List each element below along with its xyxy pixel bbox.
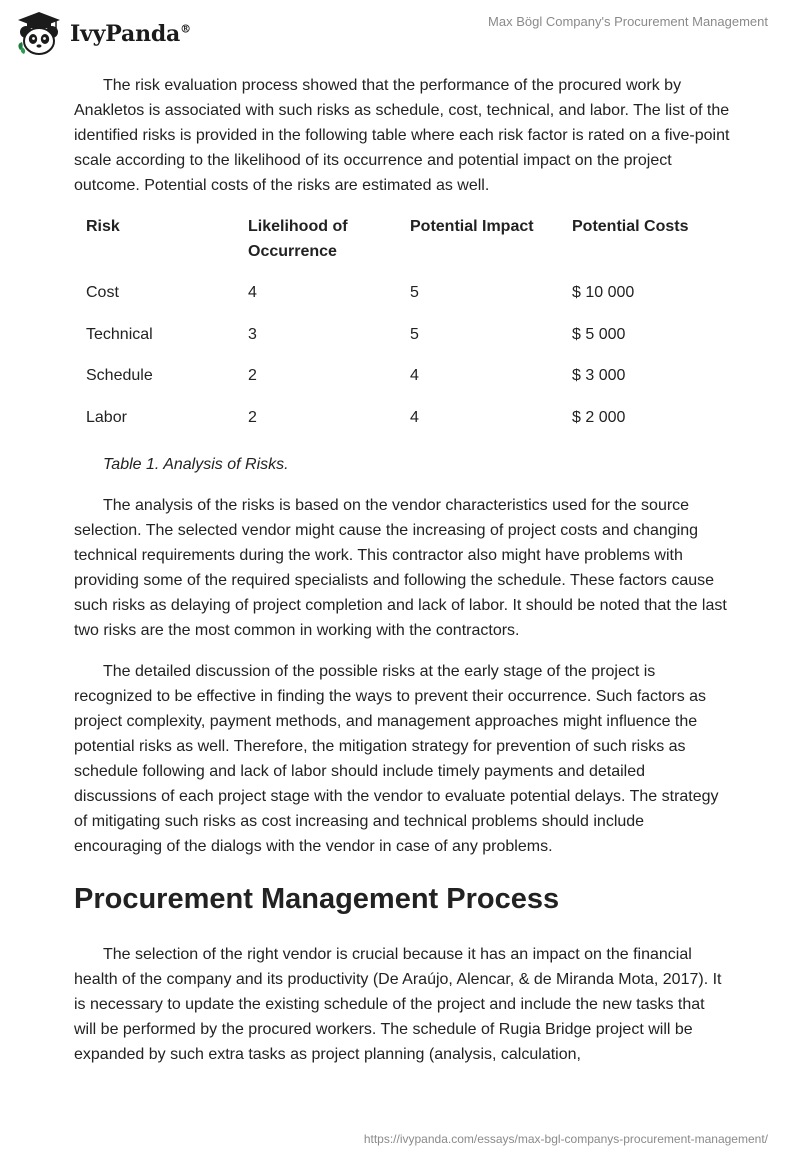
- document-title: Max Bögl Company's Procurement Management: [488, 14, 768, 29]
- paragraph-2: The analysis of the risks is based on the vendor characteristics used for the source selection. The selected vendor might cause the increasing of project costs and changing technical requirements during the work. This contractor also might have problems with providing some of the required specialists and following the schedule. These factors cause such risks as delaying of project completion and lack of labor. It should be noted that the last two risks are the most common in working with the contractors.: [74, 497, 727, 639]
- table-cell: $ 2 000: [572, 408, 626, 426]
- risk-analysis-table: [74, 214, 724, 446]
- table-row: [74, 322, 724, 364]
- table-header-cell: Likelihood of Occurrence: [248, 218, 348, 260]
- ivypanda-logo[interactable]: [14, 10, 191, 56]
- brand-name: IvyPanda: [70, 21, 181, 47]
- table-cell: Cost: [86, 284, 119, 301]
- page-header: [0, 0, 800, 64]
- table-header-cell: Potential Costs: [572, 218, 689, 235]
- table-cell: 5: [410, 325, 419, 343]
- table-caption: Table 1. Analysis of Risks.: [103, 456, 289, 473]
- source-url[interactable]: https://ivypanda.com/essays/max-bgl-companys-procurement-management/: [363, 1132, 768, 1146]
- table-row: [74, 405, 724, 447]
- table-row: [74, 363, 724, 405]
- table-cell: Schedule: [86, 367, 153, 384]
- panda-logo-icon: [14, 10, 64, 56]
- table-cell: 4: [410, 367, 419, 384]
- table-cell: Technical: [86, 325, 153, 343]
- table-row: [74, 280, 724, 322]
- table-cell: $ 10 000: [572, 284, 635, 301]
- table-cell: 3: [248, 325, 257, 343]
- paragraph-1: The risk evaluation process showed that the performance of the procured work by Anakletos is associated with such risks as schedule, cost, technical, and labor. The list of the identified risks is provided in the following table where each risk factor is rated on a five-point scale according to the likelihood of its occurrence and potential impact on the project outcome. Potential costs of the risks are estimated as well.: [74, 77, 730, 194]
- table-header-cell: Risk: [86, 218, 120, 235]
- table-cell: 4: [410, 408, 419, 426]
- table-header-cell: Potential Impact: [410, 218, 534, 235]
- section-heading: Procurement Management Process: [74, 883, 560, 915]
- paragraph-4: The selection of the right vendor is crucial because it has an impact on the financial health of the company and its productivity (De Araújo, Alencar, & de Miranda Mota, 2017). It is necessary to update the existing schedule of the project and include the new tasks that will be performed by the procured workers. The schedule of Rugia Bridge project will be expanded by such extra tasks as project planning (analysis, calculation,: [74, 946, 722, 1063]
- table-cell: $ 3 000: [572, 367, 626, 384]
- essay-content: [74, 73, 730, 1083]
- registered-mark: ®: [180, 22, 191, 36]
- table-cell: $ 5 000: [572, 325, 626, 343]
- table-cell: 2: [248, 408, 257, 426]
- table-cell: 5: [410, 284, 419, 301]
- table-cell: Labor: [86, 408, 127, 426]
- table-header-row: [74, 214, 724, 280]
- table-cell: 4: [248, 284, 257, 301]
- table-cell: 2: [248, 367, 257, 384]
- paragraph-3: The detailed discussion of the possible risks at the early stage of the project is recognized to be effective in finding the ways to prevent their occurrence. Such factors as project complexity, payment methods, and management approaches might influence the potential risks as well. Therefore, the mitigation strategy for prevention of such risks as schedule following and lack of labor should include timely payments and detailed discussions of each project stage with the vendor to evaluate potential delays. The strategy of mitigating such risks as cost increasing and technical problems should include encouraging of the dialogs with the vendor in case of any problems.: [74, 663, 719, 855]
